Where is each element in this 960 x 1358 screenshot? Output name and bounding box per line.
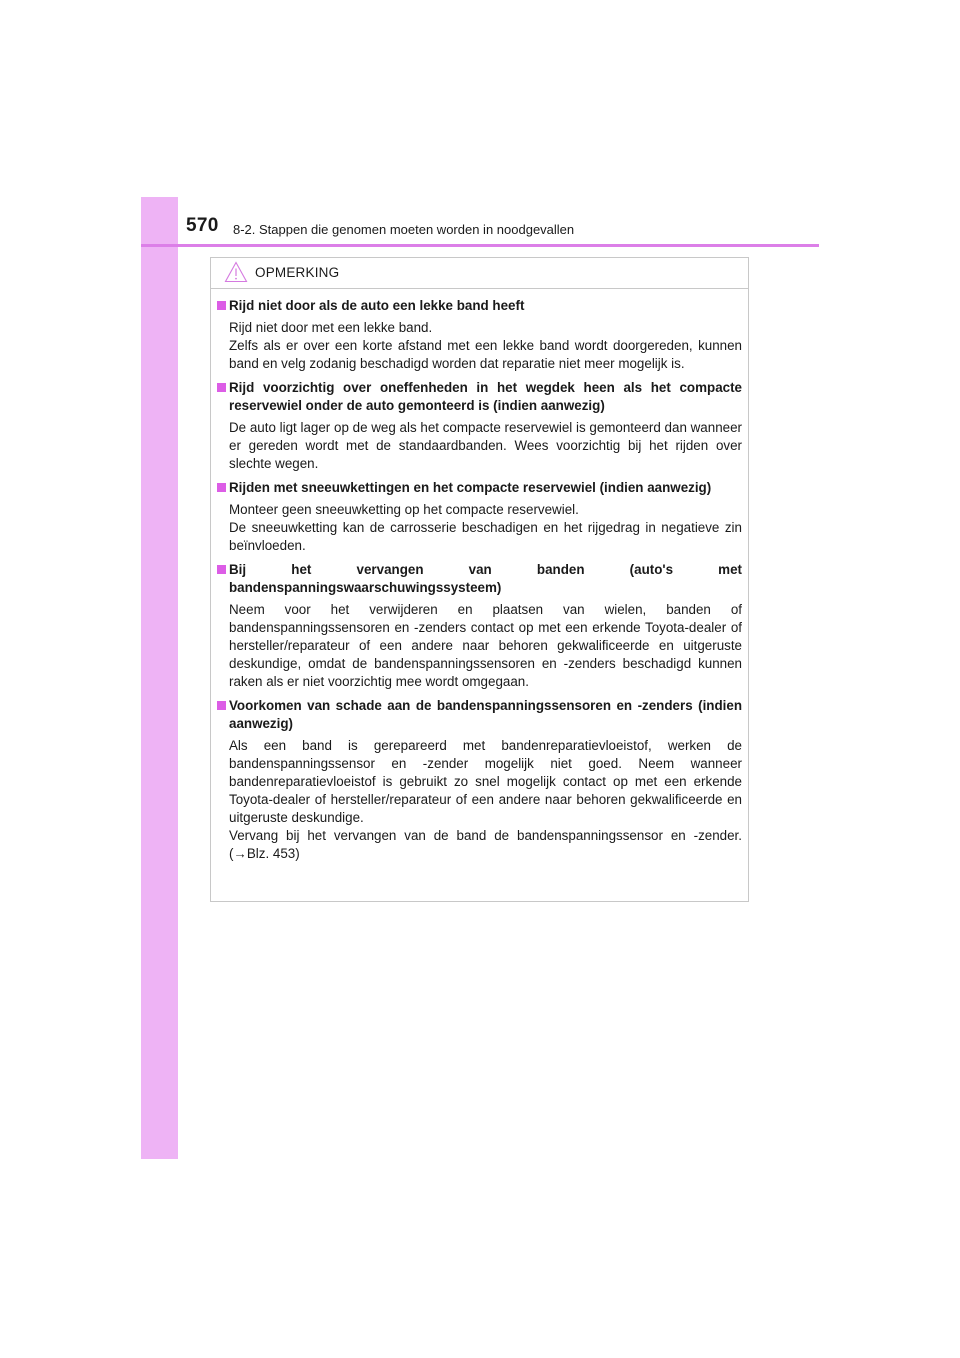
notice-item bbox=[217, 561, 742, 691]
item-paragraph: Neem voor het verwijderen en plaatsen van wielen, banden of bandenspanningssensoren en -zenders contact op met een erkende Toyota-dealer of hersteller/reparateur of een andere naar behoren gekwalificeerde en uitgeruste deskundige, omdat de bandenspanningssensoren en -zenders beschadigd kunnen raken als er niet voorzichtig mee wordt omgegaan. bbox=[229, 602, 742, 689]
header-rule bbox=[141, 244, 819, 247]
square-bullet-icon bbox=[217, 701, 226, 710]
notice-label: OPMERKING bbox=[255, 265, 340, 280]
item-paragraph: De sneeuwketting kan de carrosserie beschadigen en het rijgedrag in negatieve zin beïnvloeden. bbox=[229, 520, 742, 553]
item-heading: Bij het vervangen van banden (auto's met bandenspanningswaarschuwingssysteem) bbox=[229, 562, 742, 595]
page-number: 570 bbox=[186, 215, 219, 236]
chapter-side-tab bbox=[141, 197, 178, 1159]
notice-body bbox=[211, 289, 748, 863]
item-paragraph: Monteer geen sneeuwketting op het compacte reservewiel. bbox=[229, 502, 579, 517]
section-title: 8-2. Stappen die genomen moeten worden in noodgevallen bbox=[233, 222, 575, 237]
square-bullet-icon bbox=[217, 565, 226, 574]
notice-item bbox=[217, 379, 742, 473]
item-heading: Rijd voorzichtig over oneffenheden in het wegdek heen als het compacte reservewiel onder de auto gemonteerd is (indien aanwezig) bbox=[229, 380, 742, 413]
notice-item bbox=[217, 479, 742, 555]
notice-box bbox=[210, 257, 749, 902]
item-paragraph: Rijd niet door met een lekke band. bbox=[229, 320, 433, 335]
square-bullet-icon bbox=[217, 301, 226, 310]
notice-header bbox=[211, 258, 748, 289]
item-paragraph: Als een band is gerepareerd met bandenreparatievloeistof, werken de bandenspanningssensor en -zender mogelijk niet goed. Neem wanneer bandenreparatievloeistof is gebruikt zo snel mogelijk contact op met een erkende Toyota-dealer of hersteller/reparateur of een andere naar behoren gekwalificeerde en uitgeruste deskundige. bbox=[229, 738, 742, 825]
item-heading: Rijden met sneeuwkettingen en het compacte reservewiel (indien aanwezig) bbox=[229, 480, 712, 495]
item-paragraph: Zelfs als er over een korte afstand met een lekke band wordt doorgereden, kunnen band en velg zodanig beschadigd worden dat reparatie niet meer mogelijk is. bbox=[229, 338, 742, 371]
warning-triangle-icon bbox=[224, 261, 248, 283]
notice-item bbox=[217, 297, 742, 373]
item-paragraph: De auto ligt lager op de weg als het compacte reservewiel is gemonteerd dan wanneer er gereden wordt met de standaardbanden. Wees voorzichtig bij het rijden over slechte wegen. bbox=[229, 420, 742, 471]
item-heading: Voorkomen van schade aan de bandenspanningssensoren en -zenders (indien aanwezig) bbox=[229, 698, 742, 731]
square-bullet-icon bbox=[217, 383, 226, 392]
item-paragraph: Vervang bij het vervangen van de band de bandenspanningssensor en -zender. (→Blz. 453) bbox=[229, 828, 742, 861]
square-bullet-icon bbox=[217, 483, 226, 492]
notice-item bbox=[217, 697, 742, 863]
item-heading: Rijd niet door als de auto een lekke band heeft bbox=[229, 298, 525, 313]
